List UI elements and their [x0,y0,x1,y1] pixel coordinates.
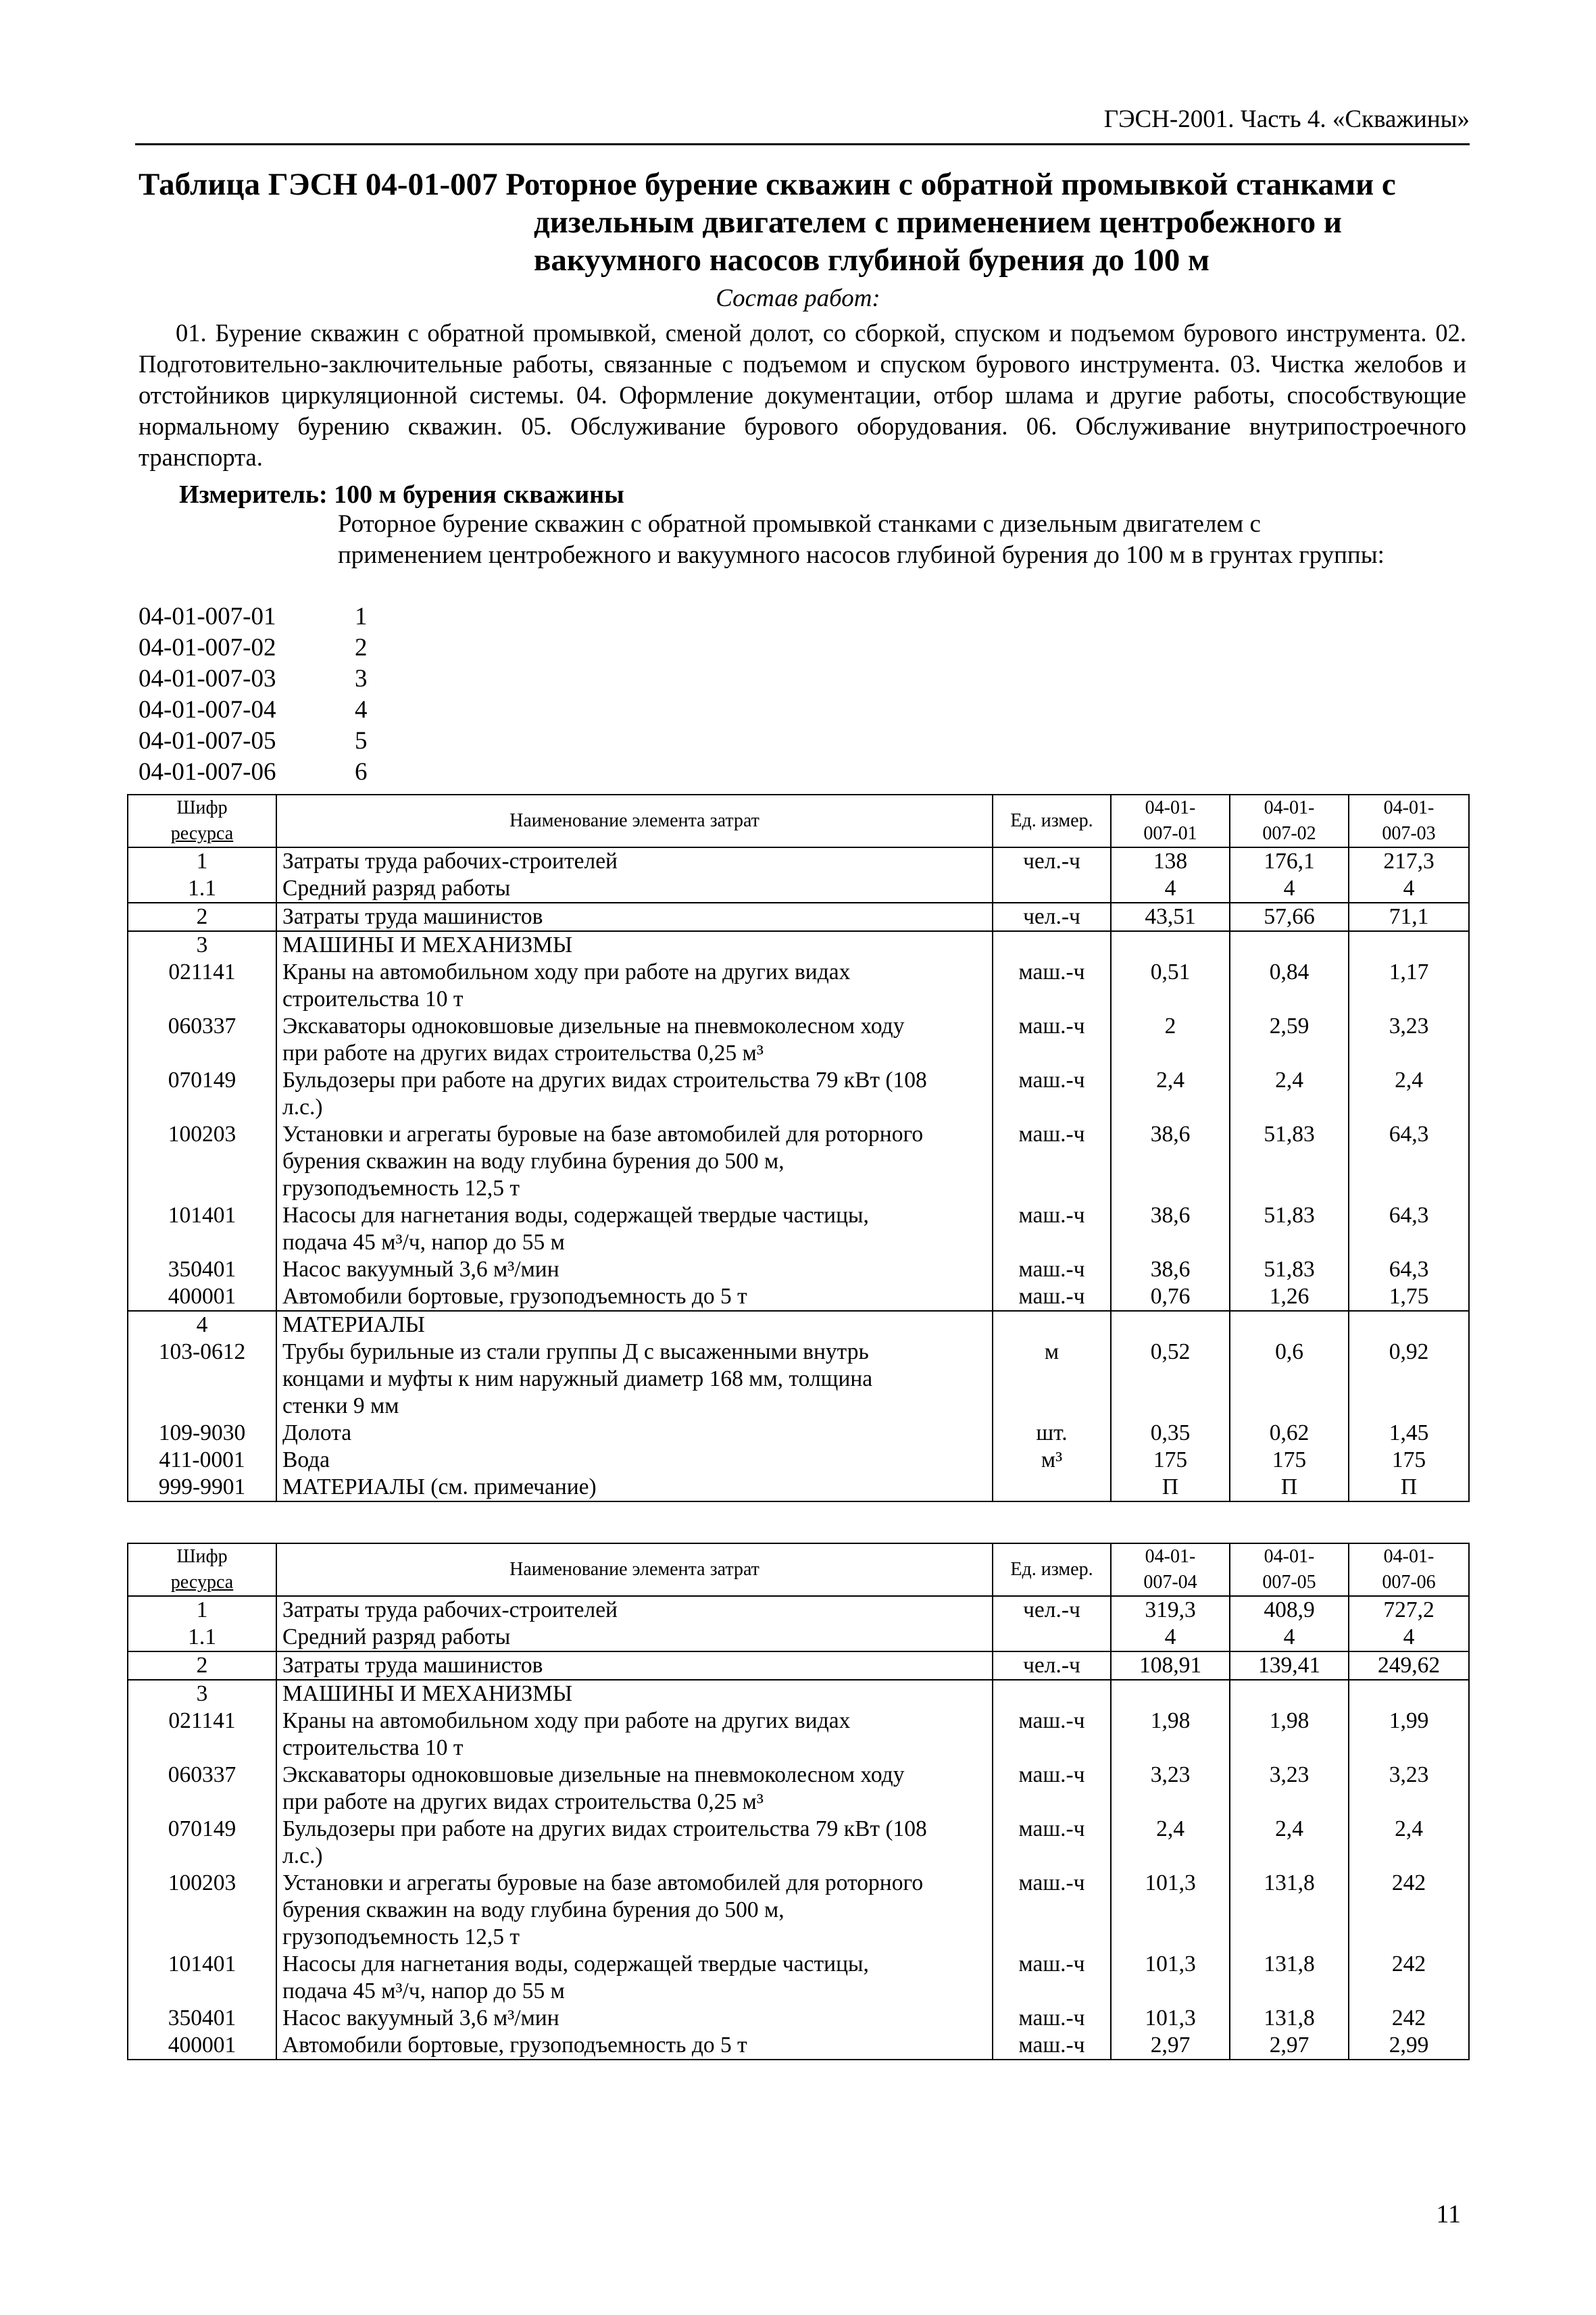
cost-name-cell [276,1447,993,1474]
norm-value-cell: 64,3 [1349,1256,1469,1283]
cost-name-line: концами и муфты к ним наружный диаметр 168 мм, толщина [282,1366,873,1391]
norm-value-cell: 2,4 [1230,1816,1349,1870]
norm-value-cell: 2,97 [1230,2032,1349,2060]
header-norm-col: 04-01- 007-05 [1230,1543,1349,1596]
norm-value-cell: 217,3 [1349,847,1469,875]
unit-cell: чел.-ч [993,903,1111,931]
norm-value-cell [1230,931,1349,959]
norm-value-cell: 1,98 [1111,1708,1230,1762]
table-title-line-3: вакуумного насосов глубиной бурения до 100 м [534,243,1210,278]
norm-value-cell: 1,98 [1230,1708,1349,1762]
cost-name-line: при работе на других видах строительства 0,25 м³ [282,1789,764,1814]
norm-intro: Роторное бурение скважин с обратной промывкой станками с дизельным двигателем с применением центробежного и вакуумного насосов глубиной бурения до 100 м в грунтах группы: [338,510,1385,569]
norm-value-cell: 0,35 [1111,1420,1230,1447]
table-title-line-2: дизельным двигателем с применением центробежного и [534,205,1342,240]
cost-name-line: Бульдозеры при работе на других видах строительства 79 кВт (108 [282,1068,927,1093]
cost-name-line: Затраты труда машинистов [282,904,543,929]
unit-cell: маш.-ч [993,1816,1111,1870]
norm-value-cell: 0,51 [1111,959,1230,1013]
norm-value-cell: 319,3 [1111,1596,1230,1624]
unit-cell: маш.-ч [993,1121,1111,1202]
norm-value-cell: 71,1 [1349,903,1469,931]
table-row [128,1816,1469,1870]
cost-name-cell [276,1420,993,1447]
resource-code-cell: 1 [128,847,276,875]
cost-name-line: бурения скважин на воду глубина бурения до 500 м, [282,1149,784,1174]
header-unit: Ед. измер. [993,795,1111,847]
table-row [128,2005,1469,2032]
header-resource-code: Шифр ресурса [128,795,276,847]
cost-name-line: строительства 10 т [282,1735,464,1760]
header-cost-name: Наименование элемента затрат [276,1543,993,1596]
header-norm-col: 04-01- 007-01 [1111,795,1230,847]
unit-cell: маш.-ч [993,1013,1111,1067]
norm-value-cell: 242 [1349,1870,1469,1951]
norm-code-item [139,695,368,726]
norm-value-cell: 2,4 [1349,1067,1469,1121]
unit-cell: чел.-ч [993,1596,1111,1624]
norm-value-cell: 242 [1349,1951,1469,2005]
norm-value-cell: 38,6 [1111,1256,1230,1283]
norm-value-cell: 51,83 [1230,1256,1349,1283]
cost-name-line: Затраты труда рабочих-строителей [282,849,618,874]
resource-code-cell: 101401 [128,1951,276,2005]
table-row [128,1339,1469,1420]
resource-code-cell: 999-9901 [128,1474,276,1501]
norm-value-cell: 38,6 [1111,1121,1230,1202]
unit-cell [993,1624,1111,1651]
soil-group: 1 [355,603,368,630]
soil-group: 4 [355,696,368,724]
soil-group: 3 [355,665,368,693]
header-cost-name: Наименование элемента затрат [276,795,993,847]
cost-name-line: Затраты труда рабочих-строителей [282,1597,618,1622]
cost-name-line: Автомобили бортовые, грузоподъемность до 5 т [282,2033,747,2058]
table-row [128,1596,1469,1624]
table-row [128,875,1469,903]
norm-value-cell: 249,62 [1349,1651,1469,1680]
cost-name-cell [276,2005,993,2032]
cost-name-line: Средний разряд работы [282,876,511,901]
resource-code-cell: 100203 [128,1870,276,1951]
cost-name-line: Вода [282,1447,330,1472]
norm-value-cell [1349,1680,1469,1708]
table-row [128,1474,1469,1501]
norm-value-cell: 64,3 [1349,1202,1469,1256]
table-row [128,1013,1469,1067]
table-row [128,1951,1469,2005]
norm-value-cell [1349,931,1469,959]
cost-name-cell [276,2032,993,2060]
resource-code-cell: 070149 [128,1067,276,1121]
norm-value-cell: 2,4 [1230,1067,1349,1121]
soil-group: 2 [355,634,368,662]
unit-cell: маш.-ч [993,1283,1111,1311]
norm-value-cell: 1,75 [1349,1283,1469,1311]
unit-cell: маш.-ч [993,1762,1111,1816]
resource-code-cell: 411-0001 [128,1447,276,1474]
resource-code-cell: 350401 [128,1256,276,1283]
norm-value-cell: 2 [1111,1013,1230,1067]
cost-name-cell [276,1283,993,1311]
norm-value-cell: 2,99 [1349,2032,1469,2060]
cost-name-cell [276,1121,993,1202]
unit-cell: шт. [993,1420,1111,1447]
norm-code: 04-01-007-01 [139,603,276,630]
table-row [128,1420,1469,1447]
cost-name-line: строительства 10 т [282,987,464,1012]
norm-value-cell: 51,83 [1230,1202,1349,1256]
cost-name-line: Бульдозеры при работе на других видах строительства 79 кВт (108 [282,1816,927,1841]
page-number: 11 [1436,2200,1461,2229]
norm-value-cell: 2,59 [1230,1013,1349,1067]
table-row [128,1708,1469,1762]
norm-value-cell: 176,1 [1230,847,1349,875]
cost-name-line: стенки 9 мм [282,1393,399,1418]
norms-table-2 [127,1543,1470,2060]
norm-value-cell: П [1349,1474,1469,1501]
resource-code-cell: 109-9030 [128,1420,276,1447]
table-row [128,1762,1469,1816]
norm-value-cell: 0,6 [1230,1339,1349,1420]
header-norm-col: 04-01- 007-02 [1230,795,1349,847]
norm-code-list [139,601,368,788]
norm-value-cell: 727,2 [1349,1596,1469,1624]
table-row [128,1202,1469,1256]
norm-value-cell [1230,1311,1349,1339]
norm-code-item [139,632,368,664]
norm-value-cell: 0,62 [1230,1420,1349,1447]
table-row [128,1447,1469,1474]
cost-name-line: подача 45 м³/ч, напор до 55 м [282,1230,565,1255]
unit-cell [993,1311,1111,1339]
resource-code-cell: 4 [128,1311,276,1339]
table-title-line-1: Таблица ГЭСН 04-01-007 Роторное бурение скважин с обратной промывкой станками с [139,167,1396,202]
cost-name-line: грузоподъемность 12,5 т [282,1924,520,1949]
cost-name-line: при работе на других видах строительства 0,25 м³ [282,1041,764,1066]
cost-name-cell [276,875,993,903]
cost-name-cell [276,1762,993,1816]
unit-cell: чел.-ч [993,847,1111,875]
resource-code-cell: 2 [128,903,276,931]
norm-value-cell: 2,4 [1111,1816,1230,1870]
norm-code: 04-01-007-06 [139,758,276,786]
works-composition-label: Состав работ: [716,284,880,312]
cost-name-line: Затраты труда машинистов [282,1653,543,1678]
resource-code-cell: 400001 [128,1283,276,1311]
cost-name-cell [276,1013,993,1067]
norm-value-cell: П [1230,1474,1349,1501]
table-row [128,1283,1469,1311]
cost-name-line: МАШИНЫ И МЕХАНИЗМЫ [282,1681,573,1706]
norm-value-cell: 3,23 [1349,1762,1469,1816]
norm-value-cell: 3,23 [1111,1762,1230,1816]
header-resource-code: Шифр ресурса [128,1543,276,1596]
cost-name-cell [276,1624,993,1651]
cost-name-cell [276,1708,993,1762]
cost-name-line: Насос вакуумный 3,6 м³/мин [282,2006,559,2031]
table-row [128,847,1469,875]
norm-value-cell: 138 [1111,847,1230,875]
table-row [128,1680,1469,1708]
cost-name-cell [276,1256,993,1283]
norm-value-cell: 2,97 [1111,2032,1230,2060]
cost-name-line: МАТЕРИАЛЫ [282,1312,425,1337]
cost-name-cell [276,1596,993,1624]
table-row [128,1624,1469,1651]
norm-value-cell [1349,1311,1469,1339]
cost-name-cell [276,903,993,931]
table-row [128,1121,1469,1202]
norm-value-cell: 2,4 [1349,1816,1469,1870]
measurement-unit: Измеритель: 100 м бурения скважины [179,480,624,509]
norm-value-cell: 1,99 [1349,1708,1469,1762]
cost-name-line: Автомобили бортовые, грузоподъемность до 5 т [282,1284,747,1309]
norm-value-cell: 131,8 [1230,1951,1349,2005]
resource-code-cell: 2 [128,1651,276,1680]
norm-value-cell: 4 [1230,1624,1349,1651]
unit-cell: маш.-ч [993,959,1111,1013]
cost-name-cell [276,1202,993,1256]
header-rule [135,143,1470,145]
cost-name-cell [276,1311,993,1339]
cost-name-cell [276,1870,993,1951]
norm-value-cell: 4 [1230,875,1349,903]
resource-code-cell: 021141 [128,1708,276,1762]
unit-cell: чел.-ч [993,1651,1111,1680]
unit-cell: м³ [993,1447,1111,1474]
resource-code-cell: 3 [128,931,276,959]
table-row [128,1870,1469,1951]
cost-name-line: МАТЕРИАЛЫ (см. примечание) [282,1474,597,1499]
norm-code: 04-01-007-04 [139,696,276,724]
norm-code: 04-01-007-05 [139,727,276,755]
unit-cell [993,875,1111,903]
unit-cell: маш.-ч [993,1951,1111,2005]
cost-name-cell [276,1339,993,1420]
norm-value-cell: 4 [1349,1624,1469,1651]
table-row [128,1256,1469,1283]
cost-name-cell [276,1680,993,1708]
norm-value-cell [1230,1680,1349,1708]
unit-cell [993,931,1111,959]
norm-value-cell: 1,45 [1349,1420,1469,1447]
table-row [128,959,1469,1013]
cost-name-cell [276,931,993,959]
resource-code-cell: 1 [128,1596,276,1624]
cost-name-line: Долота [282,1420,352,1445]
cost-name-cell [276,1474,993,1501]
unit-cell: маш.-ч [993,1202,1111,1256]
norm-value-cell: 101,3 [1111,1951,1230,2005]
resource-code-cell: 100203 [128,1121,276,1202]
cost-name-line: Краны на автомобильном ходу при работе на других видах [282,1708,851,1733]
resource-code-cell: 070149 [128,1816,276,1870]
cost-name-line: подача 45 м³/ч, напор до 55 м [282,1978,565,2003]
norm-value-cell: 2,4 [1111,1067,1230,1121]
table-row [128,1311,1469,1339]
resource-code-cell: 1.1 [128,1624,276,1651]
unit-cell: маш.-ч [993,1870,1111,1951]
norm-value-cell: 38,6 [1111,1202,1230,1256]
soil-group: 5 [355,727,368,755]
unit-cell: маш.-ч [993,1067,1111,1121]
norm-value-cell: 0,92 [1349,1339,1469,1420]
resource-code-cell: 103-0612 [128,1339,276,1420]
norm-value-cell: 4 [1111,1624,1230,1651]
cost-name-line: Насос вакуумный 3,6 м³/мин [282,1257,559,1282]
cost-name-line: Экскаваторы одноковшовые дизельные на пневмоколесном ходу [282,1014,905,1039]
table-row [128,931,1469,959]
norm-code: 04-01-007-02 [139,634,276,662]
norm-value-cell: 131,8 [1230,1870,1349,1951]
norm-value-cell: 101,3 [1111,1870,1230,1951]
norm-value-cell: 175 [1349,1447,1469,1474]
soil-group: 6 [355,758,368,786]
norm-value-cell: 101,3 [1111,2005,1230,2032]
norm-code: 04-01-007-03 [139,665,276,693]
norm-code-item [139,601,368,632]
unit-cell: м [993,1339,1111,1420]
norm-value-cell: 51,83 [1230,1121,1349,1202]
norm-value-cell [1111,1680,1230,1708]
norm-value-cell: 0,76 [1111,1283,1230,1311]
cost-name-line: Насосы для нагнетания воды, содержащей твердые частицы, [282,1203,869,1228]
resource-code-cell: 1.1 [128,875,276,903]
cost-name-line: Трубы бурильные из стали группы Д с высаженными внутрь [282,1339,869,1364]
cost-name-cell [276,847,993,875]
table-row [128,1067,1469,1121]
norm-value-cell: П [1111,1474,1230,1501]
unit-cell: маш.-ч [993,1256,1111,1283]
cost-name-line: Установки и агрегаты буровые на базе автомобилей для роторного [282,1122,924,1147]
resource-code-cell: 400001 [128,2032,276,2060]
norm-code-item [139,757,368,788]
norm-value-cell: 1,17 [1349,959,1469,1013]
resource-code-cell: 021141 [128,959,276,1013]
cost-name-line: Установки и агрегаты буровые на базе автомобилей для роторного [282,1870,924,1895]
cost-name-line: Экскаваторы одноковшовые дизельные на пневмоколесном ходу [282,1762,905,1787]
norm-value-cell: 139,41 [1230,1651,1349,1680]
table-row [128,2032,1469,2060]
cost-name-cell [276,1816,993,1870]
cost-name-cell [276,959,993,1013]
norm-value-cell [1111,931,1230,959]
norm-value-cell: 3,23 [1230,1762,1349,1816]
table-row [128,903,1469,931]
cost-name-line: МАШИНЫ И МЕХАНИЗМЫ [282,932,573,957]
cost-name-cell [276,1651,993,1680]
norm-value-cell [1111,1311,1230,1339]
cost-name-line: Насосы для нагнетания воды, содержащей твердые частицы, [282,1951,869,1976]
header-norm-col: 04-01- 007-06 [1349,1543,1469,1596]
cost-name-cell [276,1951,993,2005]
norm-value-cell: 64,3 [1349,1121,1469,1202]
norm-value-cell: 4 [1111,875,1230,903]
norm-value-cell: 57,66 [1230,903,1349,931]
norm-value-cell: 3,23 [1349,1013,1469,1067]
norm-value-cell: 408,9 [1230,1596,1349,1624]
header-norm-col: 04-01- 007-04 [1111,1543,1230,1596]
unit-cell [993,1474,1111,1501]
unit-cell: маш.-ч [993,2032,1111,2060]
resource-code-cell: 060337 [128,1013,276,1067]
norm-value-cell: 4 [1349,875,1469,903]
resource-code-cell: 350401 [128,2005,276,2032]
norm-value-cell: 0,52 [1111,1339,1230,1420]
cost-name-cell [276,1067,993,1121]
norm-value-cell: 1,26 [1230,1283,1349,1311]
norm-code-item [139,726,368,757]
norm-value-cell: 242 [1349,2005,1469,2032]
unit-cell: маш.-ч [993,1708,1111,1762]
norm-value-cell: 175 [1230,1447,1349,1474]
running-header: ГЭСН-2001. Часть 4. «Скважины» [1103,105,1470,133]
unit-cell: маш.-ч [993,2005,1111,2032]
norm-value-cell: 0,84 [1230,959,1349,1013]
cost-name-line: л.с.) [282,1095,323,1120]
works-description: 01. Бурение скважин с обратной промывкой, сменой долот, со сборкой, спуском и подъемом бурового инструмента. 02. Подготовительно-заключительные работы, связанные с подъемом и спуском бурового инструмента. 03. Чистка желобов и отстойников циркуляционной системы. 04. Оформление документации, отбор шлама и другие работы, способствующие нормальному бурению скважин. 05. Обслуживание бурового оборудования. 06. Обслуживание внутрипостроечного транспорта. [139,319,1466,471]
table-row [128,1651,1469,1680]
cost-name-line: Краны на автомобильном ходу при работе на других видах [282,960,851,985]
cost-name-line: Средний разряд работы [282,1624,511,1649]
header-norm-col: 04-01- 007-03 [1349,795,1469,847]
cost-name-line: грузоподъемность 12,5 т [282,1176,520,1201]
norm-value-cell: 131,8 [1230,2005,1349,2032]
resource-code-cell: 3 [128,1680,276,1708]
header-unit: Ед. измер. [993,1543,1111,1596]
cost-name-line: бурения скважин на воду глубина бурения до 500 м, [282,1897,784,1922]
norm-code-item [139,664,368,695]
norms-table-1 [127,794,1470,1502]
norm-value-cell: 108,91 [1111,1651,1230,1680]
norm-value-cell: 175 [1111,1447,1230,1474]
cost-name-line: л.с.) [282,1843,323,1868]
norm-value-cell: 43,51 [1111,903,1230,931]
unit-cell [993,1680,1111,1708]
resource-code-cell: 101401 [128,1202,276,1256]
resource-code-cell: 060337 [128,1762,276,1816]
